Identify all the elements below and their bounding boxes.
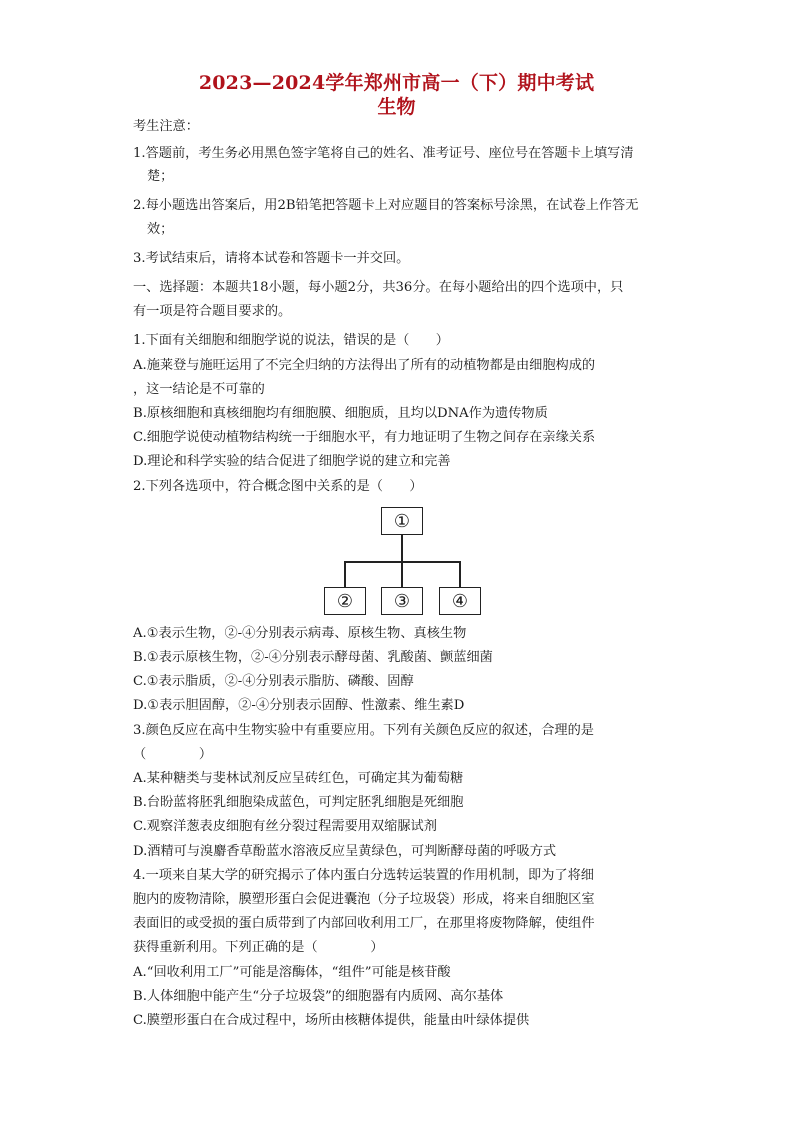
diagram-box-middle: ③ — [381, 587, 423, 615]
q1-option-a-cont: ，这一结论是不可靠的 — [133, 382, 265, 397]
concept-diagram — [300, 500, 500, 620]
diagram-box-right: ④ — [439, 587, 481, 615]
section-intro-1: 一、选择题：本题共18小题，每小题2分，共36分。在每小题给出的四个选项中，只 — [133, 280, 624, 295]
q2-option-c: C.①表示脂质，②-④分别表示脂肪、磷酸、固醇 — [133, 674, 414, 689]
q4-option-a: A.“回收利用工厂”可能是溶酶体，“组件”可能是核苷酸 — [133, 965, 451, 980]
diagram-box-left: ② — [324, 587, 366, 615]
q4-stem-1: 4.一项来自某大学的研究揭示了体内蛋白分选转运装置的作用机制，即为了将细 — [133, 868, 594, 883]
q2-option-d: D.①表示胆固醇，②-④分别表示固醇、性激素、维生素D — [133, 698, 465, 713]
q2-option-a: A.①表示生物，②-④分别表示病毒、原核生物、真核生物 — [133, 626, 467, 641]
diagram-connector-right — [459, 561, 461, 587]
notice-item-1-cont: 楚； — [147, 169, 174, 184]
q3-stem: 3.颜色反应在高中生物实验中有重要应用。下列有关颜色反应的叙述，合理的是 — [133, 723, 594, 738]
q3-option-a: A.某种糖类与斐林试剂反应呈砖红色，可确定其为葡萄糖 — [133, 771, 464, 786]
q3-option-d: D.酒精可与溴麝香草酚蓝水溶液反应呈黄绿色，可判断酵母菌的呼吸方式 — [133, 844, 557, 859]
section-intro-2: 有一项是符合题目要求的。 — [133, 304, 292, 319]
q2-stem: 2.下列各选项中，符合概念图中关系的是（ ） — [133, 479, 423, 494]
q1-option-c: C.细胞学说使动植物结构统一于细胞水平，有力地证明了生物之间存在亲缘关系 — [133, 430, 596, 445]
notice-item-2-cont: 效； — [147, 222, 174, 237]
q3-option-c: C.观察洋葱表皮细胞有丝分裂过程需要用双缩脲试剂 — [133, 819, 437, 834]
q4-option-c: C.膜塑形蛋白在合成过程中，场所由核糖体提供，能量由叶绿体提供 — [133, 1013, 530, 1028]
q1-option-b: B.原核细胞和真核细胞均有细胞膜、细胞质，且均以DNA作为遗传物质 — [133, 406, 548, 421]
notice-item-2: 2.每小题选出答案后，用2B铅笔把答题卡上对应题目的答案标号涂黑，在试卷上作答无 — [133, 198, 639, 213]
q4-stem-2: 胞内的废物清除，膜塑形蛋白会促进囊泡（分子垃圾袋）形成，将来自细胞区室 — [133, 892, 595, 907]
exam-title: 2023—2024学年郑州市高一（下）期中考试 — [198, 72, 595, 94]
q1-option-a: A.施莱登与施旺运用了不完全归纳的方法得出了所有的动植物都是由细胞构成的 — [133, 358, 596, 373]
q2-option-b: B.①表示原核生物，②-④分别表示酵母菌、乳酸菌、颤蓝细菌 — [133, 650, 493, 665]
q1-stem: 1.下面有关细胞和细胞学说的说法，错误的是（ ） — [133, 333, 449, 348]
diagram-connector-left — [344, 561, 346, 587]
q1-option-d: D.理论和科学实验的结合促进了细胞学说的建立和完善 — [133, 454, 451, 469]
q3-option-b: B.台盼蓝将胚乳细胞染成蓝色，可判定胚乳细胞是死细胞 — [133, 795, 464, 810]
notice-item-1: 1.答题前，考生务必用黑色签字笔将自己的姓名、准考证号、座位号在答题卡上填写清 — [133, 146, 634, 161]
q3-stem-cont: （ ） — [133, 747, 213, 762]
q4-stem-3: 表面旧的或受损的蛋白质带到了内部回收利用工厂，在那里将废物降解，使组件 — [133, 916, 595, 931]
diagram-box-top: ① — [381, 507, 423, 535]
exam-subject: 生物 — [377, 96, 416, 118]
notice-item-3: 3.考试结束后，请将本试卷和答题卡一并交回。 — [133, 251, 410, 266]
diagram-connector-middle — [401, 561, 403, 587]
q4-stem-4: 获得重新利用。下列正确的是（ ） — [133, 940, 384, 955]
notice-heading: 考生注意： — [133, 119, 199, 134]
q4-option-b: B.人体细胞中能产生“分子垃圾袋”的细胞器有内质网、高尔基体 — [133, 989, 504, 1004]
diagram-connector-top — [401, 535, 403, 562]
